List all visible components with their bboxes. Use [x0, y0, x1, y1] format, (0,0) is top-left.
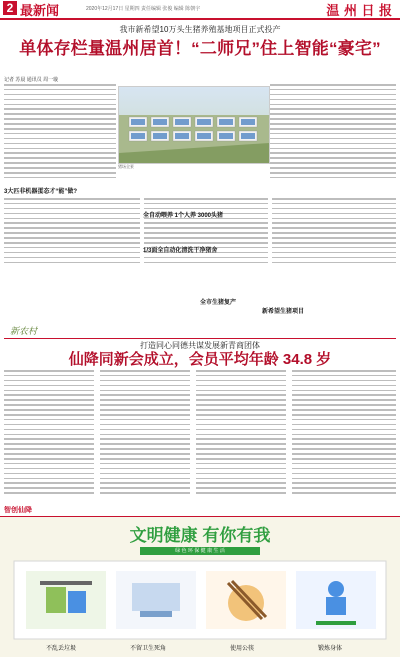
ad-subtitle: 绿 色 环 保 健 康 生 活: [140, 547, 260, 555]
page-header: [0, 0, 400, 20]
text-column-2: [270, 84, 396, 178]
second-text-col-1: [4, 370, 94, 494]
lead-kicker: 我市新希望10万头生猪养殖基地项目正式投产: [119, 25, 281, 34]
lead-headline: 单体存栏量温州居首！“二师兄”住上智能“豪宅”: [19, 39, 381, 58]
subheading-1: 3大匹非机器蛋态才“能”做?: [4, 189, 78, 195]
ad-label-3: 使用公筷: [230, 646, 255, 652]
farm-aerial-photo: [118, 86, 270, 164]
text-column-5: [272, 198, 396, 263]
second-text-col-4: [292, 370, 396, 494]
subheading-4: 全市生猪复产: [200, 300, 237, 306]
second-text-col-2: [100, 370, 190, 494]
page-number: 2: [3, 1, 17, 15]
public-service-ad: [0, 516, 400, 657]
second-headline: 仙降同新会成立，会员平均年龄 34.8 岁: [68, 351, 332, 368]
ad-label-1: 不乱丢垃圾: [46, 646, 77, 652]
section-title: 最新闻: [20, 3, 60, 18]
column-tag-logo: 新农村: [10, 327, 38, 337]
ad-label-2: 不留卫生死角: [130, 646, 167, 652]
section-divider: [4, 338, 396, 339]
ad-title: 文明健康 有你有我: [129, 526, 271, 545]
masthead-logo: 温 州 日 报: [326, 4, 392, 19]
photo-caption: 猪场全景: [118, 164, 134, 169]
footer-tag: 智创仙降: [4, 507, 32, 514]
lead-byline: 记者 苏晨 通讯员 周一璇: [4, 77, 59, 83]
text-column-3: [4, 198, 140, 263]
subheading-2: 全自动喂养 1个人养 3000头猪: [143, 213, 224, 219]
ad-illustration: [0, 537, 400, 657]
subheading-3: 1/3面全自动化清洗干净猪舍: [143, 248, 218, 254]
issue-meta: 2020年12月17日 星期四 责任编辑 张俊 编辑 陈朝宇: [86, 6, 201, 12]
second-article-body: [4, 370, 396, 504]
second-kicker: 打造同心同德共谋发展新青商团体: [140, 341, 260, 350]
ad-label-4: 锻炼身体: [318, 646, 343, 652]
text-column-1: [4, 84, 116, 178]
subheading-5: 新希望生猪项目: [262, 309, 305, 315]
second-text-col-3: [196, 370, 286, 494]
